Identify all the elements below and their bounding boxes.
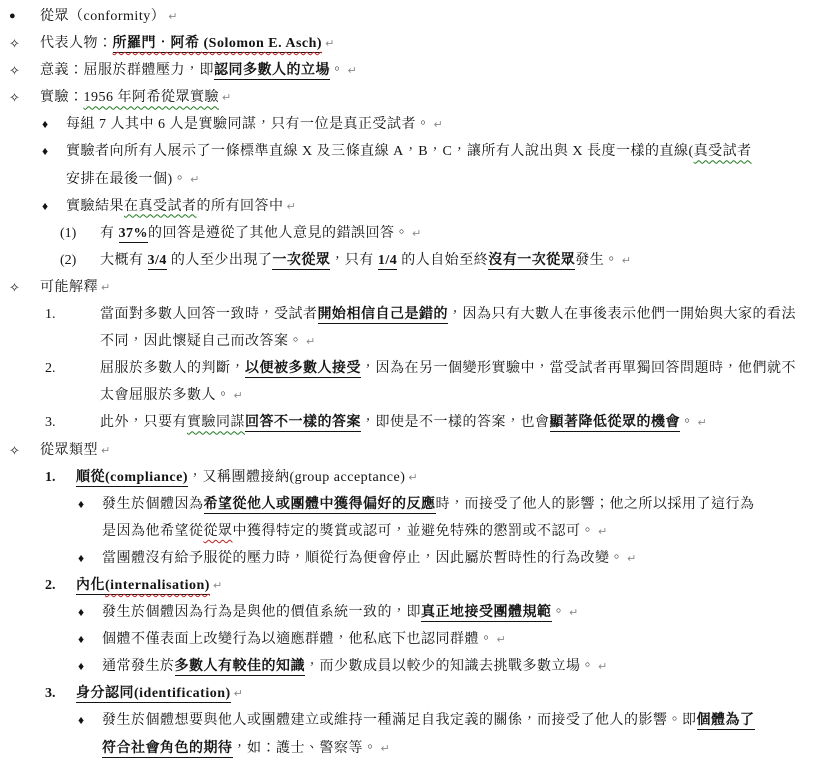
text-segment: 從眾類型 (40, 442, 98, 458)
text-segment: 沒有一次從眾 (488, 252, 576, 268)
text-segment: 。 (680, 415, 695, 431)
paragraph-mark-icon: ↵ (380, 741, 390, 755)
text-segment: 個體不僅表面上改變行為以適應群體，他私底下也認同群體。 (102, 632, 494, 648)
text-segment: 實驗同謀 (187, 415, 245, 431)
list-number: (2) (60, 252, 77, 268)
paragraph-mark-icon: ↵ (412, 226, 422, 240)
paragraph-mark-icon: ↵ (621, 253, 631, 267)
text-line (0, 707, 818, 734)
list-number: 2. (45, 577, 56, 593)
text-segment: 實驗： (40, 90, 84, 106)
text-segment: 發生於個體想要與他人或團體建立或維持一種滿足自我定義的關係，而接受了他人的影響。即 (102, 713, 697, 729)
text-segment: 真受試者 (693, 144, 752, 160)
text-segment: 希望從他人或團體中獲得偏好的反應 (203, 496, 436, 512)
text-segment: 中獲得特定的獎賞或認可，並避免特殊的懲罰或不認可。 (232, 523, 595, 539)
paragraph-mark-icon: ↵ (286, 199, 296, 213)
paragraph-mark-icon: ↵ (325, 37, 335, 51)
text-segment: ，如：護士、警察等。 (232, 740, 378, 756)
paragraph-mark-icon: ↵ (190, 172, 200, 186)
text-segment: 太會屈服於多數人。 (100, 388, 231, 404)
paragraph-mark-icon: ↵ (101, 280, 111, 294)
text-line (0, 84, 818, 111)
text-line (0, 735, 818, 762)
paragraph-mark-icon: ↵ (496, 633, 506, 647)
text-segment: 顯著降低從眾的機會 (549, 415, 680, 431)
text-segment: 認同多數人的立場 (214, 63, 330, 79)
circle-bullet-icon: ● (9, 10, 16, 22)
list-number: 1. (45, 307, 56, 323)
text-line (0, 382, 818, 409)
diamond-star-bullet-icon: ✧ (9, 90, 20, 106)
list-number: 2. (45, 361, 56, 377)
text-segment: 。 (330, 63, 345, 79)
diamond-bullet-icon: ♦ (42, 117, 49, 132)
text-segment: 身分認同(identification) (76, 686, 231, 702)
text-segment: 開始相信自己是錯的 (317, 307, 448, 323)
text-segment: 的回答是遵從了其他人意見的錯誤回答。 (148, 225, 409, 241)
text-segment: 實驗者向所有人展示了一條標準直線 X 及三條直線 A，B，C，讓所有人說出與 X 長度一樣的直線( (66, 144, 694, 160)
text-segment: ，而少數成員以較少的知識去挑戰多數立場。 (305, 659, 595, 675)
text-line (0, 274, 818, 301)
text-line (0, 545, 818, 572)
diamond-star-bullet-icon: ✧ (9, 442, 20, 458)
text-line (0, 355, 818, 382)
text-segment: ，只有 (330, 252, 378, 268)
text-segment: 順從(compliance) (76, 469, 188, 485)
diamond-bullet-icon: ♦ (78, 605, 85, 620)
text-segment: 實驗結果 (66, 198, 124, 214)
paragraph-mark-icon: ↵ (569, 606, 579, 620)
list-number: 3. (45, 686, 56, 702)
text-segment: 發生。 (575, 252, 619, 268)
text-line (0, 653, 818, 680)
text-segment: 回答不一樣的答案 (245, 415, 361, 431)
text-line (0, 680, 818, 707)
text-line (0, 301, 818, 328)
text-segment: 每組 7 人其中 6 人是實驗同謀，只有一位是真正受試者。 (66, 117, 431, 133)
text-segment: 時，而接受了他人的影響；他之所以採用了這行為 (435, 496, 755, 512)
paragraph-mark-icon: ↵ (222, 91, 232, 105)
text-segment: 有 (100, 225, 119, 241)
paragraph-mark-icon: ↵ (212, 578, 223, 592)
text-segment: 從眾（conformity） (40, 9, 166, 24)
paragraph-mark-icon: ↵ (306, 335, 316, 349)
text-segment: 代表人物： (40, 36, 113, 52)
text-segment: 安排在最後一個)。 (66, 171, 188, 187)
text-line (0, 138, 818, 165)
text-line (0, 518, 818, 545)
diamond-star-bullet-icon: ✧ (9, 36, 20, 52)
text-segment: 以便被多數人接受 (245, 361, 361, 377)
paragraph-mark-icon: ↵ (433, 118, 443, 132)
paragraph-mark-icon: ↵ (697, 416, 707, 430)
list-number: 1. (45, 469, 56, 485)
text-line (0, 57, 818, 84)
text-line (0, 626, 818, 653)
text-segment: ，即使是不一樣的答案，也會 (361, 415, 550, 431)
text-line (0, 409, 818, 436)
diamond-star-bullet-icon: ✧ (9, 279, 20, 295)
text-segment: 37% (118, 225, 148, 241)
text-segment: 1/4 (377, 252, 398, 268)
text-segment: 3/4 (147, 252, 167, 268)
text-line (0, 220, 818, 247)
text-line (0, 193, 818, 220)
text-line (0, 437, 818, 464)
text-line (0, 247, 818, 274)
text-line (0, 464, 818, 491)
diamond-bullet-icon: ♦ (42, 198, 49, 213)
diamond-bullet-icon: ♦ (78, 632, 85, 647)
text-line (0, 491, 818, 518)
text-segment: 內化 (76, 577, 105, 593)
text-segment: (internalisation) (105, 577, 210, 593)
paragraph-mark-icon: ↵ (101, 443, 111, 457)
text-segment: ，因為在另一個變形實驗中，當受試者再單獨回答問題時，他們就不 (361, 361, 796, 377)
text-line (0, 111, 818, 138)
text-line (0, 30, 818, 57)
text-segment: ，又稱團體接納(group acceptance) (187, 469, 406, 485)
text-segment: 符合社會角色的期待 (102, 740, 233, 756)
diamond-bullet-icon: ♦ (78, 550, 85, 565)
text-segment: 多數人有較佳的知識 (174, 659, 305, 675)
text-line (0, 572, 818, 599)
text-segment: 一次從眾 (272, 252, 331, 268)
paragraph-mark-icon: ↵ (627, 551, 637, 565)
text-segment: 通常發生於 (102, 659, 175, 675)
text-segment: 發生於個體因為 (102, 496, 204, 512)
text-segment: 在真受試者 (124, 198, 197, 214)
text-segment: 的人至少出現了 (166, 252, 273, 268)
diamond-bullet-icon: ♦ (78, 659, 85, 674)
text-segment: 屈服於多數人的判斷， (100, 361, 245, 377)
text-segment: ，因為只有大數人在事後表示他們一開始與大家的看法 (448, 307, 796, 323)
text-segment: 。 (551, 605, 566, 621)
text-segment: 可能解釋 (40, 279, 98, 295)
diamond-bullet-icon: ♦ (42, 144, 49, 159)
text-segment: 是因為他希望從 (102, 523, 204, 539)
text-segment: 此外，只要有 (100, 415, 187, 431)
text-segment: 當團體沒有給予服從的壓力時，順從行為便會停止，因此屬於暫時性的行為改變。 (102, 550, 624, 566)
paragraph-mark-icon: ↵ (347, 64, 357, 78)
text-segment: 個體為了 (696, 713, 755, 729)
paragraph-mark-icon: ↵ (233, 389, 243, 403)
text-line (0, 599, 818, 626)
text-segment: 不同，因此懷疑自己而改答案。 (100, 334, 303, 350)
text-segment: 從眾 (203, 523, 233, 539)
diamond-bullet-icon: ♦ (78, 713, 85, 728)
text-segment: 1956 年阿希從眾實驗 (83, 90, 219, 106)
text-segment: 發生於個體因為行為是與他的價值系統一致的，即 (102, 605, 421, 621)
text-line (0, 328, 818, 355)
text-segment: 所羅門‧阿希 (Solomon E. Asch) (112, 36, 323, 52)
list-number: 3. (45, 415, 56, 431)
list-number: (1) (60, 225, 77, 241)
diamond-star-bullet-icon: ✧ (9, 63, 20, 79)
paragraph-mark-icon: ↵ (408, 470, 418, 484)
paragraph-mark-icon: ↵ (233, 687, 243, 701)
text-segment: 意義：屈服於群體壓力，即 (40, 63, 214, 79)
text-segment: 的人自始至終 (397, 252, 489, 268)
text-segment: 大概有 (100, 252, 148, 268)
text-segment: 的所有回答中 (196, 198, 284, 214)
diamond-bullet-icon: ♦ (78, 496, 85, 511)
text-segment: 當面對多數人回答一致時，受試者 (100, 307, 318, 323)
paragraph-mark-icon: ↵ (598, 524, 608, 538)
text-line (0, 3, 818, 30)
paragraph-mark-icon: ↵ (168, 10, 178, 23)
text-segment: 真正地接受團體規範 (421, 605, 552, 621)
text-line (0, 166, 818, 193)
paragraph-mark-icon: ↵ (598, 660, 608, 674)
